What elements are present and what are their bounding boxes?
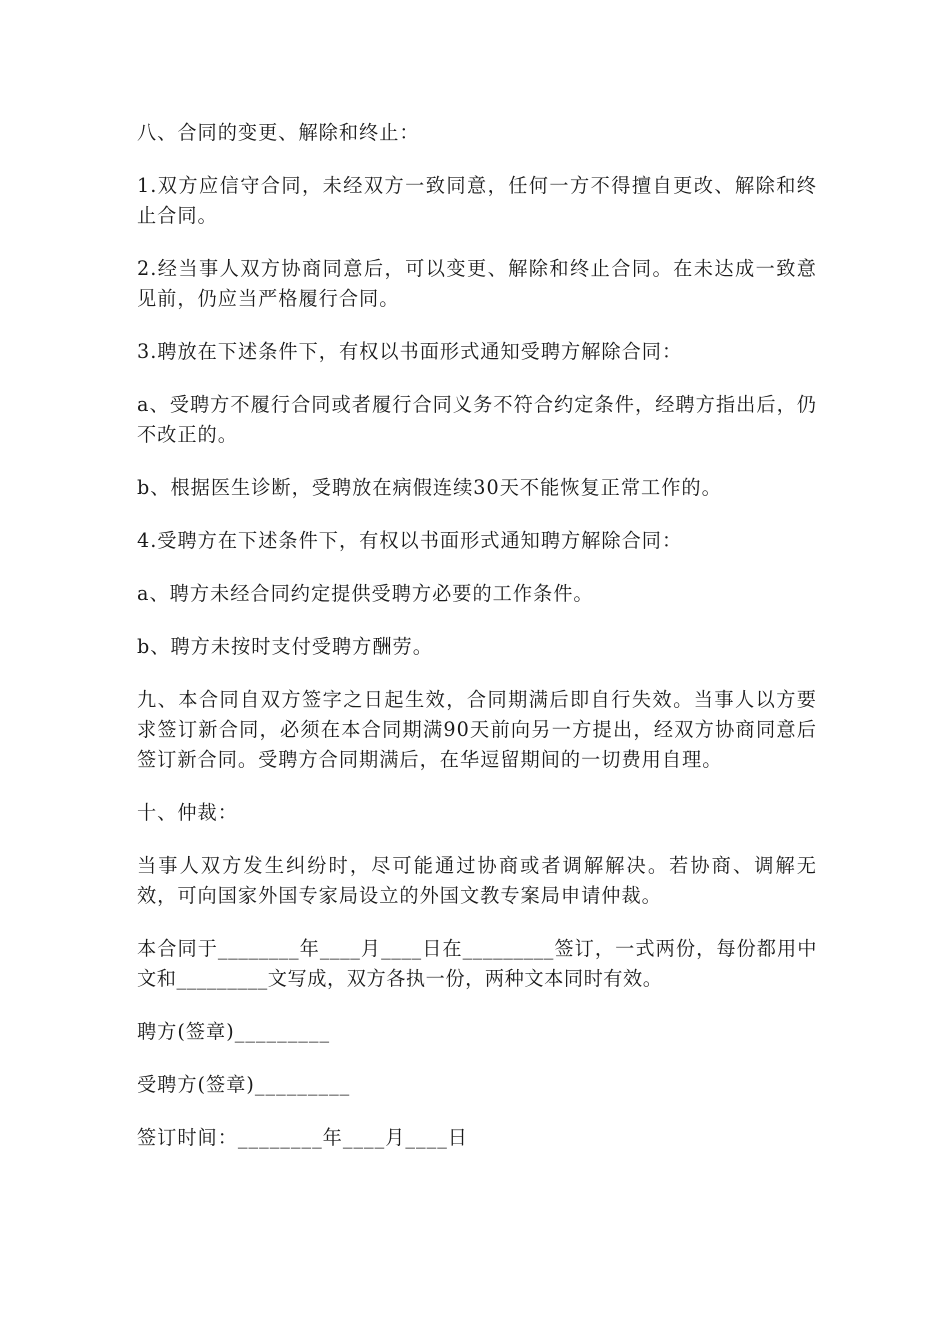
document-body bbox=[137, 118, 817, 1176]
clause-8-4: 4.受聘方在下述条件下，有权以书面形式通知聘方解除合同： bbox=[137, 529, 683, 552]
clause-8-3-a: a、受聘方不履行合同或者履行合同义务不符合约定条件，经聘方指出后，仍不改正的。 bbox=[137, 393, 817, 446]
clause-8-3: 3.聘放在下述条件下，有权以书面形式通知受聘方解除合同： bbox=[137, 340, 683, 363]
clause-8-2: 2.经当事人双方协商同意后，可以变更、解除和终止合同。在未达成一致意见前，仍应当严格履行合同。 bbox=[137, 257, 817, 310]
employee-signature-line: 受聘方(签章)_________ bbox=[137, 1073, 351, 1096]
arbitration-clause: 当事人双方发生纠纷时，尽可能通过协商或者调解解决。若协商、调解无效，可向国家外国专家局设立的外国文教专案局申请仲裁。 bbox=[137, 854, 817, 907]
section-8-heading: 八、合同的变更、解除和终止： bbox=[137, 121, 420, 144]
signing-date-line: 签订时间：________年____月____日 bbox=[137, 1126, 468, 1149]
clause-8-1: 1.双方应信守合同，未经双方一致同意，任何一方不得擅自更改、解除和终止合同。 bbox=[137, 174, 817, 227]
signing-statement: 本合同于________年____月____日在_________签订，一式两份，每份都用中文和_________文写成，双方各执一份，两种文本同时有效。 bbox=[137, 937, 817, 990]
clause-8-4-b: b、聘方未按时支付受聘方酬劳。 bbox=[137, 635, 433, 658]
employer-signature-line: 聘方(签章)_________ bbox=[137, 1020, 331, 1043]
section-10-heading: 十、仲裁： bbox=[137, 801, 238, 824]
section-9: 九、本合同自双方签字之日起生效，合同期满后即自行失效。当事人以方要求签订新合同，必须在本合同期满90天前向另一方提出，经双方协商同意后签订新合同。受聘方合同期满后，在华逗留期间的一切费用自理。 bbox=[137, 688, 817, 771]
clause-8-4-a: a、聘方未经合同约定提供受聘方必要的工作条件。 bbox=[137, 582, 594, 605]
clause-8-3-b: b、根据医生诊断，受聘放在病假连续30天不能恢复正常工作的。 bbox=[137, 476, 722, 499]
